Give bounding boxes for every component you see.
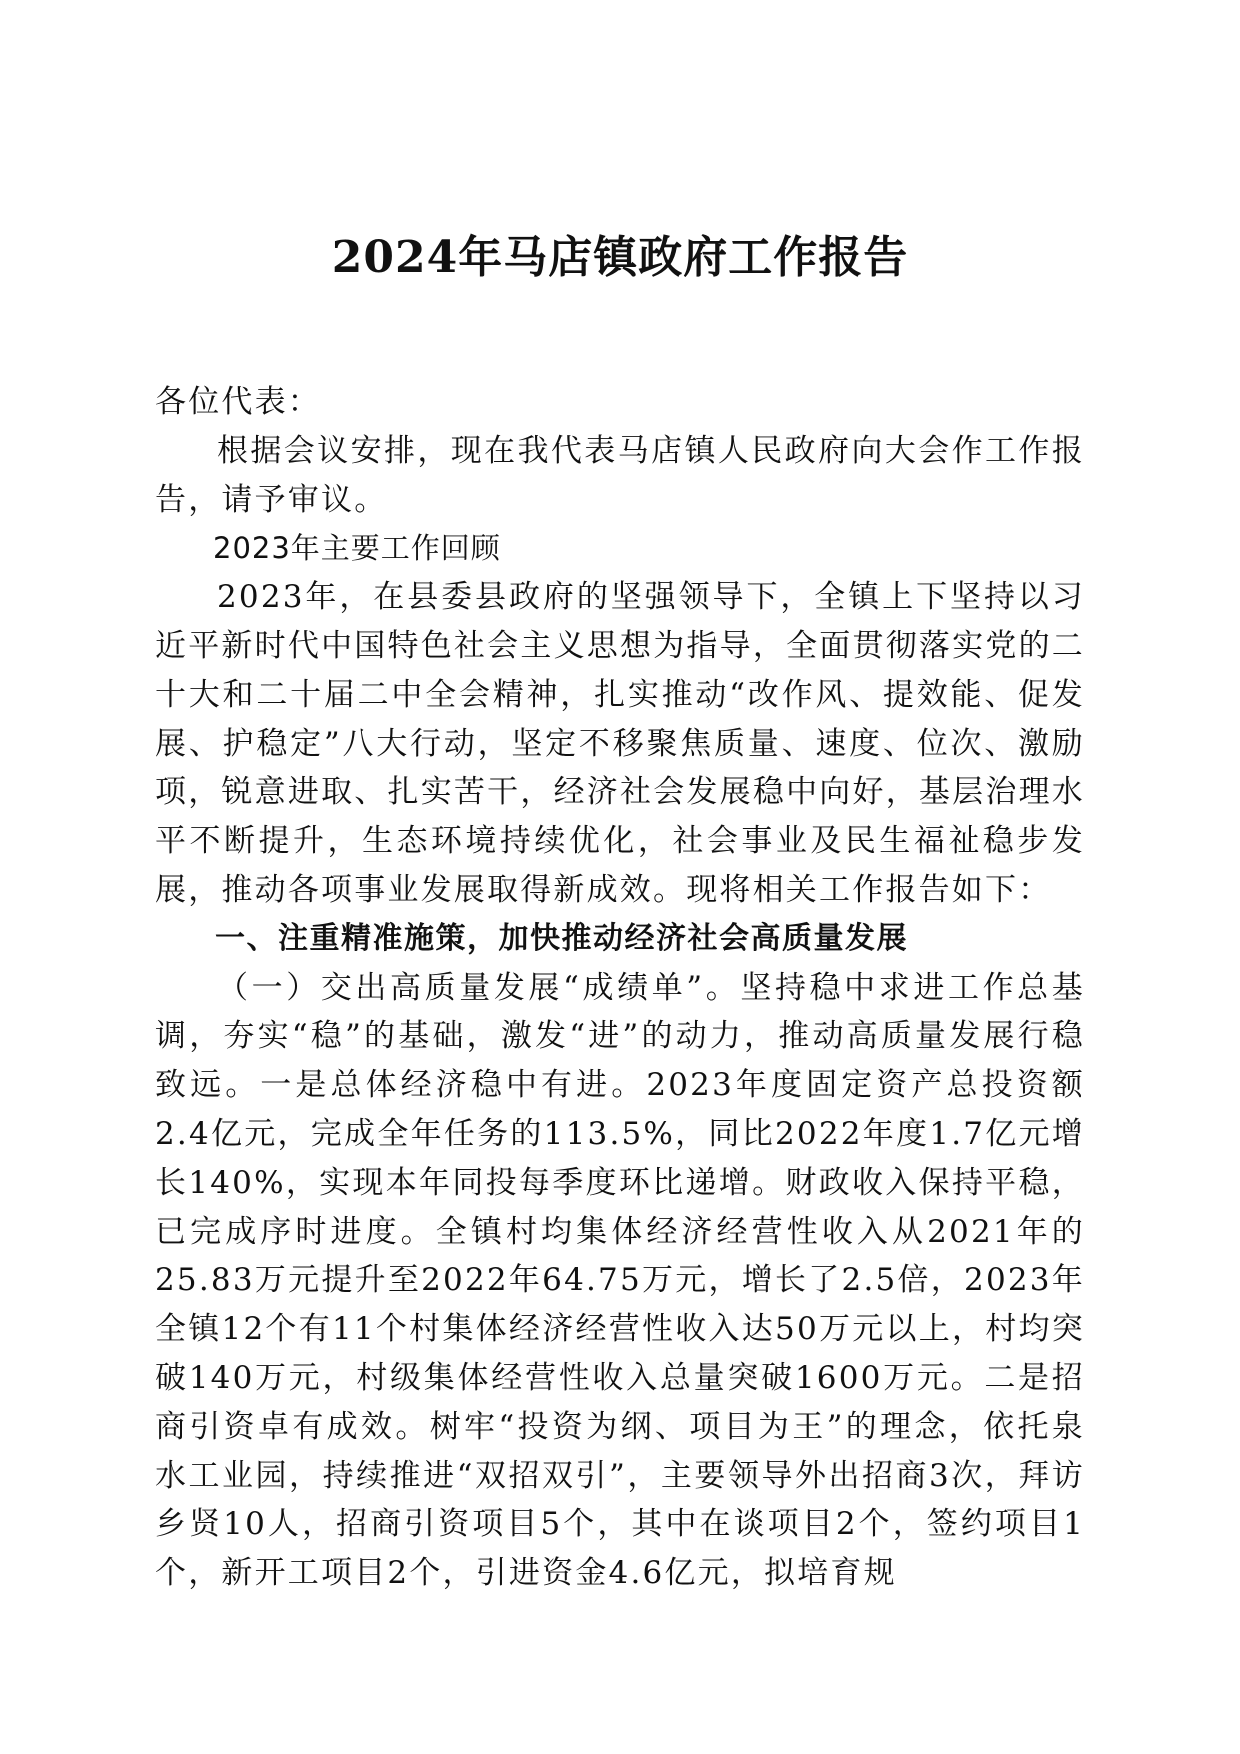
document-body — [155, 378, 1085, 1598]
salutation: 各位代表： — [155, 384, 321, 420]
document-title: 2024年马店镇政府工作报告 — [331, 232, 909, 283]
review-heading: 2023年主要工作回顾 — [213, 531, 501, 566]
intro-paragraph: 根据会议安排，现在我代表马店镇人民政府向大会作工作报告，请予审议。 — [155, 432, 1085, 518]
review-paragraph: 2023年，在县委县政府的坚强领导下，全镇上下坚持以习近平新时代中国特色社会主义思想为指导，全面贯彻落实党的二十大和二十届二中全会精神，扎实推动“改作风、提效能、促发展、护稳定”八大行动，坚定不移聚焦质量、速度、位次、激励项，锐意进取、扎实苦干，经济社会发展稳中向好，基层治理水平不断提升，生态环境持续优化，社会事业及民生福祉稳步发展，推动各项事业发展取得新成效。现将相关工作报告如下： — [155, 579, 1085, 908]
section-1-subsection-1: （一）交出高质量发展“成绩单”。坚持稳中求进工作总基调，夯实“稳”的基础，激发“进”的动力，推动高质量发展行稳致远。一是总体经济稳中有进。2023年度固定资产总投资额2.4亿元，完成全年任务的113.5%，同比2022年度1.7亿元增长140%，实现本年同投每季度环比递增。财政收入保持平稳，已完成序时进度。全镇村均集体经济经营性收入从2021年的25.83万元提升至2022年64.75万元，增长了2.5倍，2023年全镇12个有11个村集体经济经营性收入达50万元以上，村均突破140万元，村级集体经营性收入总量突破1600万元。二是招商引资卓有成效。树牢“投资为纲、项目为王”的理念，依托泉水工业园，持续推进“双招双引”，主要领导外出招商3次，拜访乡贤10人，招商引资项目5个，其中在谈项目2个，签约项目1个，新开工项目2个，引进资金4.6亿元，拟培育规 — [155, 969, 1085, 1592]
section-1-heading: 一、注重精准施策，加快推动经济社会高质量发展 — [215, 920, 908, 956]
